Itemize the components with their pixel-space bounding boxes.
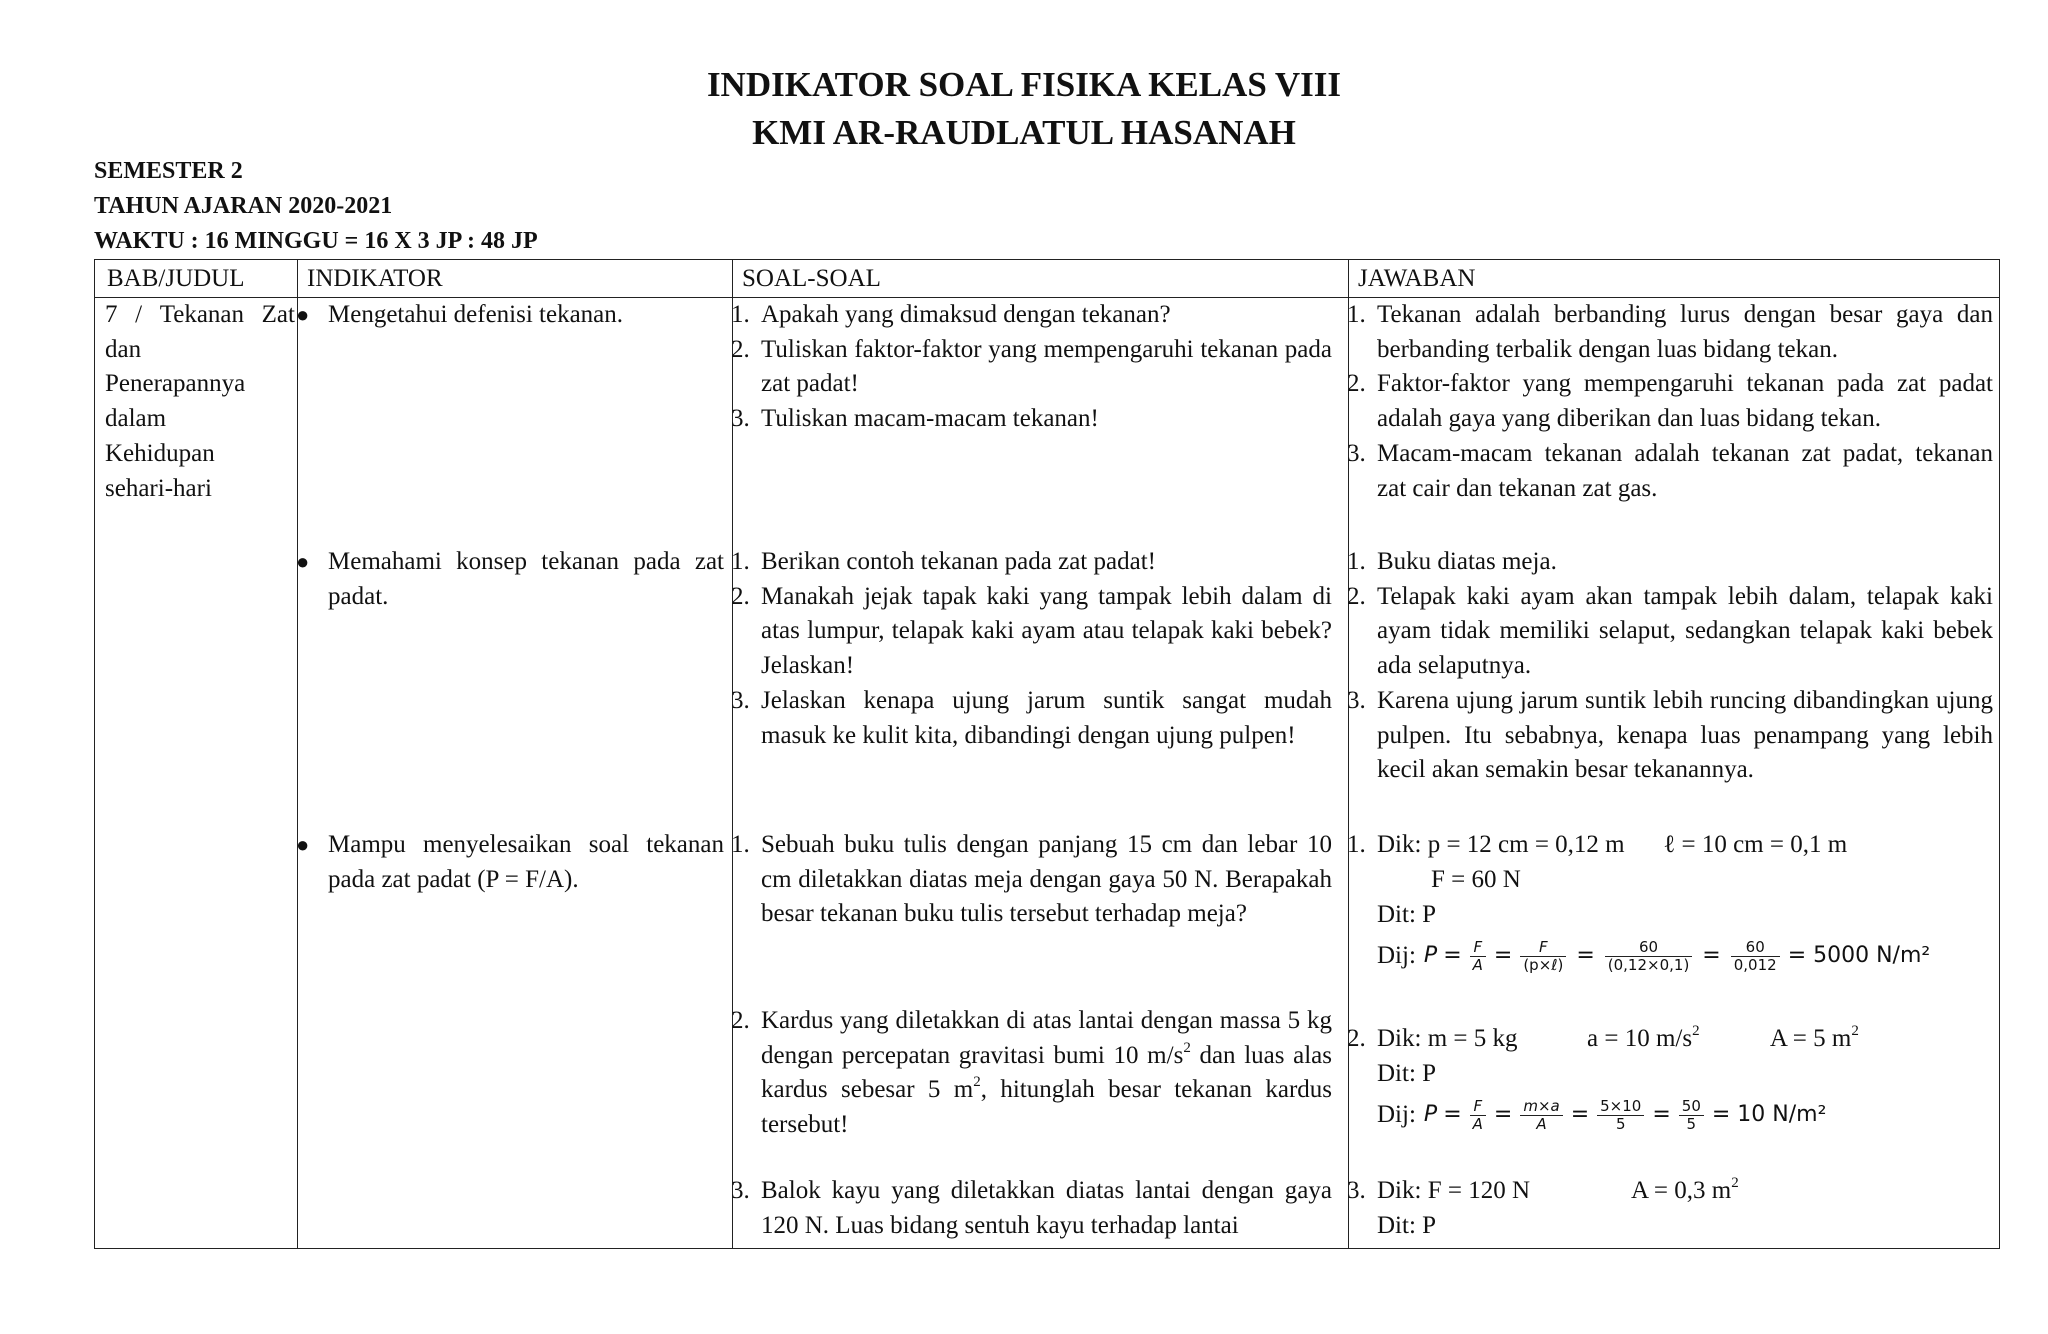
chapter-cell [105, 298, 295, 506]
indicator-bullet-item [298, 828, 724, 897]
fraction-force-area [1470, 939, 1486, 974]
indicator-bullet-item [298, 545, 724, 614]
answer-list [1347, 298, 1993, 506]
answer-row [1347, 828, 1993, 863]
answer-item [1347, 1174, 1993, 1244]
numerator: F [1520, 939, 1566, 957]
indicator-text: Mengetahui defenisi tekanan. [328, 301, 624, 328]
question-text: Tuliskan faktor-faktor yang mempengaruhi tekanan pada zat padat! [761, 335, 1332, 398]
question-text: Balok kayu yang diletakkan diatas lantai dengan gaya 120 N. Luas bidang sentuh kayu terhadap lantai [761, 1177, 1332, 1239]
fraction-simplified [1731, 939, 1780, 974]
item-number: 1. [1347, 548, 1366, 575]
item-number: 1. [731, 548, 750, 575]
equals-sign: = [1443, 1101, 1462, 1127]
denominator: (p×ℓ) [1523, 955, 1564, 974]
equals-sign: = [1493, 942, 1513, 968]
item-number: 2. [731, 1007, 750, 1034]
answer-text: Faktor-faktor yang mempengaruhi tekanan pada zat padat adalah gaya yang diberikan dan luas bidang tekan. [1377, 370, 1993, 433]
item-number: 2. [731, 335, 750, 363]
question-item [731, 402, 1332, 437]
superscript: 2 [1183, 1039, 1191, 1056]
item-number: 3. [731, 405, 750, 433]
item-number: 1. [731, 301, 750, 328]
item-number: 3. [1347, 439, 1366, 467]
given-mass: Dik: m = 5 kg [1377, 1025, 1518, 1052]
document-subtitle: KMI AR-RAUDLATUL HASANAH [752, 113, 1296, 152]
numerator: m×a [1520, 1098, 1562, 1116]
question-text: Tuliskan macam-macam tekanan! [761, 405, 1099, 433]
equals-sign: = [1576, 942, 1595, 968]
superscript: 2 [1731, 1175, 1739, 1191]
given-acceleration: a = 10 m/s [1587, 1025, 1693, 1052]
given-length: Dik: p = 12 cm = 0,12 m [1377, 831, 1625, 858]
question-text-part: dan luas alas kardus sebesar 5 m [761, 1041, 1333, 1104]
item-number: 1. [1347, 301, 1366, 328]
given-width: ℓ = 10 cm = 0,1 m [1663, 831, 1848, 858]
time-allocation-label: WAKTU : 16 MINGGU = 16 X 3 JP : 48 JP [94, 228, 538, 254]
header-bab: BAB/JUDUL [107, 265, 245, 292]
indicator-item [298, 828, 724, 897]
equals-sign: = [1652, 1101, 1671, 1127]
given-force: F = 60 N [1431, 866, 1521, 893]
item-number: 3. [1347, 686, 1366, 714]
asked-quantity: Dit: P [1377, 1060, 1437, 1087]
chapter-number: 7 [105, 301, 118, 328]
header-jawaban: JAWABAN [1358, 265, 1476, 292]
numerator: 5×10 [1597, 1098, 1644, 1116]
answer-text: Telapak kaki ayam akan tampak lebih dalam, telapak kaki ayam tidak memiliki selaput, sedangkan telapak kaki bebek ada selaputnya. [1377, 582, 1993, 680]
indicator-text: Memahami konsep tekanan pada zat padat. [328, 548, 724, 610]
denominator: (0,12×0,1) [1607, 955, 1690, 974]
denominator: 0,012 [1733, 955, 1777, 974]
answer-item [1347, 437, 1993, 506]
numerator: 50 [1679, 1098, 1704, 1116]
fraction-values [1597, 1098, 1644, 1133]
indicator-bullet-item [298, 298, 724, 333]
result-value: = 5000 N/m² [1787, 942, 1931, 968]
item-number: 2. [1347, 582, 1366, 610]
numerator: 60 [1731, 939, 1780, 957]
fraction-simplified [1679, 1098, 1704, 1133]
answer-item [1347, 298, 1993, 367]
item-number: 3. [731, 1177, 750, 1204]
denominator: 5 [1615, 1114, 1626, 1133]
answer-text: Tekanan adalah berbanding lurus dengan besar gaya dan berbanding terbalik dengan luas bidang tekan. [1377, 301, 1993, 363]
chapter-line: sehari-hari [105, 474, 212, 502]
chapter-line: Penerapannya [105, 370, 246, 398]
denominator: A [1472, 955, 1483, 974]
item-number: 2. [1347, 1025, 1366, 1052]
answer-text: Buku diatas meja. [1377, 548, 1557, 575]
answer-item [1347, 1022, 1993, 1138]
question-item [731, 1174, 1332, 1243]
question-item [731, 684, 1332, 753]
question-item [731, 298, 1332, 333]
document-title: INDIKATOR SOAL FISIKA KELAS VIII [706, 65, 1342, 104]
chapter-line: dan [105, 335, 142, 363]
answer-row [1347, 1022, 1993, 1057]
indicator-table [94, 259, 2000, 1249]
chapter-word-1: Tekanan [159, 301, 245, 328]
solution-label: Dij: [1377, 941, 1416, 969]
bullet-icon: ● [296, 832, 310, 857]
bullet-icon: ● [296, 549, 310, 574]
item-number: 2. [1347, 370, 1366, 398]
question-text-part: , hitunglah besar tekanan kardus tersebut! [761, 1076, 1332, 1139]
question-text: Sebuah buku tulis dengan panjang 15 cm dan lebar 10 cm diletakkan diatas meja dengan gaya 50 N. Berapakah besar tekanan buku tulis tersebut terhadap meja? [761, 831, 1332, 928]
item-number: 1. [731, 831, 750, 858]
answer-list [1347, 545, 1993, 788]
question-text: Apakah yang dimaksud dengan tekanan? [761, 301, 1171, 328]
question-item [731, 333, 1332, 402]
question-text: Berikan contoh tekanan pada zat padat! [761, 548, 1156, 575]
question-text-part: Kardus yang diletakkan di atas lantai dengan massa 5 kg dengan percepatan gravitasi bumi 10 m/s [761, 1007, 1332, 1069]
question-text: Manakah jejak tapak kaki yang tampak lebih dalam di atas lumpur, telapak kaki ayam atau telapak kaki bebek? Jelaskan! [761, 582, 1332, 680]
solution-line [1347, 933, 1993, 979]
denominator: 5 [1686, 1114, 1697, 1133]
equals-sign: = [1493, 1101, 1513, 1127]
asked-quantity: Dit: P [1377, 1212, 1437, 1239]
chapter-word-2: Zat [261, 301, 295, 328]
question-item [731, 828, 1332, 932]
indicator-item [298, 545, 724, 614]
question-text: Jelaskan kenapa ujung jarum suntik sangat mudah masuk ke kulit kita, dibandingi dengan ujung pulpen! [761, 686, 1332, 749]
header-soal: SOAL-SOAL [742, 265, 881, 292]
semester-label: SEMESTER 2 [94, 158, 243, 184]
answer-item [1347, 545, 1993, 580]
question-list [731, 298, 1332, 437]
answer-item [1347, 684, 1993, 788]
result-value: = 10 N/m² [1711, 1101, 1827, 1127]
academic-year-label: TAHUN AJARAN 2020-2021 [94, 193, 393, 219]
answer-item [1347, 828, 1993, 979]
answer-row [1347, 1174, 1993, 1209]
answer-text: Macam-macam tekanan adalah tekanan zat padat, tekanan zat cair dan tekanan zat gas. [1377, 439, 1993, 502]
denominator: A [1536, 1114, 1547, 1133]
given-area: A = 5 m [1769, 1025, 1852, 1052]
question-item [731, 1004, 1332, 1143]
numerator: F [1470, 939, 1486, 957]
superscript: 2 [1851, 1023, 1859, 1039]
indicator-text: Mampu menyelesaikan soal tekanan pada zat padat (P = F/A). [328, 831, 724, 893]
question-row [731, 1174, 1332, 1243]
pressure-symbol: P [1423, 1101, 1438, 1127]
chapter-slash: / [135, 301, 143, 328]
header-indikator: INDIKATOR [307, 265, 443, 292]
asked-quantity: Dit: P [1377, 901, 1437, 928]
equals-sign: = [1570, 1101, 1590, 1127]
bullet-icon: ● [296, 302, 310, 327]
solution-line [1347, 1092, 1993, 1138]
item-number: 3. [1347, 1177, 1366, 1204]
fraction-values [1605, 939, 1693, 974]
fraction-mass-accel [1520, 1098, 1562, 1133]
solution-label: Dij: [1377, 1100, 1416, 1128]
chapter-line-1 [105, 298, 295, 333]
fraction-force-dimensions [1520, 939, 1566, 974]
pressure-symbol: P [1423, 942, 1438, 968]
chapter-line: Kehidupan [105, 439, 215, 467]
given-area: A = 0,3 m [1631, 1177, 1732, 1204]
fraction-force-area [1470, 1098, 1486, 1133]
indicator-item [298, 298, 724, 333]
item-number: 2. [731, 582, 750, 610]
question-row [731, 1004, 1332, 1143]
equals-sign: = [1443, 942, 1462, 968]
column-divider [297, 260, 298, 1248]
chapter-line: dalam [105, 405, 167, 433]
item-number: 3. [731, 686, 750, 714]
answer-text: Karena ujung jarum suntik lebih runcing dibandingkan ujung pulpen. Itu sebabnya, kenapa luas penampang yang lebih kecil akan semakin besar tekanannya. [1377, 686, 1993, 784]
numerator: 60 [1605, 939, 1693, 957]
equals-sign: = [1702, 942, 1721, 968]
question-item [731, 545, 1332, 580]
item-number: 1. [1347, 831, 1366, 858]
numerator: F [1470, 1098, 1486, 1116]
answer-item [1347, 367, 1993, 436]
question-list [731, 545, 1332, 753]
question-row [731, 828, 1332, 932]
denominator: A [1472, 1114, 1483, 1133]
answer-item [1347, 580, 1993, 684]
superscript: 2 [1692, 1023, 1700, 1039]
given-force: Dik: F = 120 N [1377, 1177, 1531, 1204]
superscript: 2 [973, 1074, 981, 1091]
question-item [731, 580, 1332, 684]
